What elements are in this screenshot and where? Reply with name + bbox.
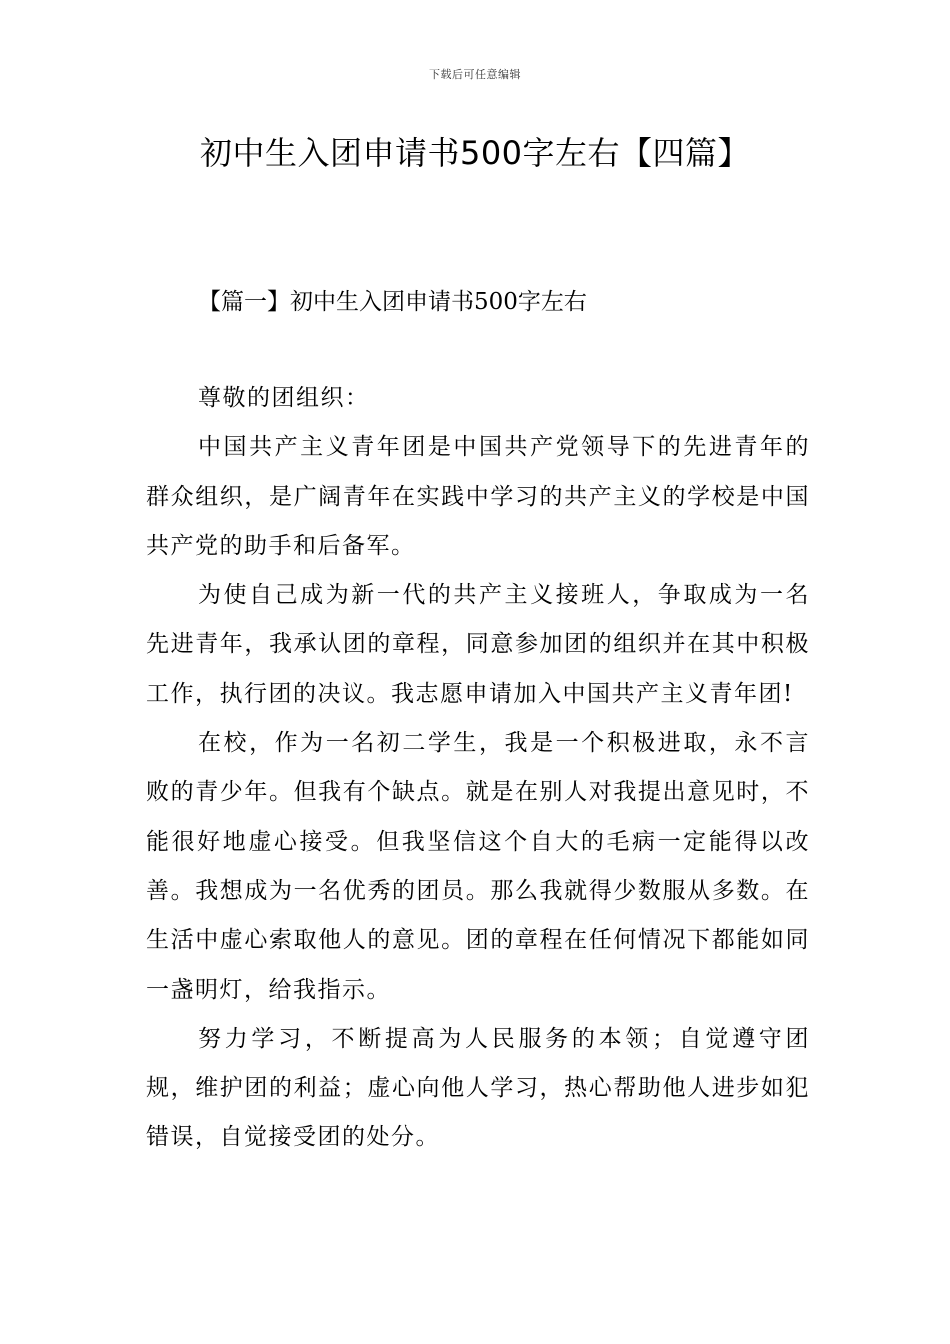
paragraph: 中国共产主义青年团是中国共产党领导下的先进青年的群众组织，是广阔青年在实践中学习的共产主义的学校是中国共产党的助手和后备军。 xyxy=(146,434,810,559)
paragraph: 为使自己成为新一代的共产主义接班人，争取成为一名先进青年，我承认团的章程，同意参加团的组织并在其中积极工作，执行团的决议。我志愿申请加入中国共产主义青年团! xyxy=(146,582,810,707)
paragraph: 努力学习，不断提高为人民服务的本领；自觉遵守团规，维护团的利益；虚心向他人学习，热心帮助他人进步如犯错误，自觉接受团的处分。 xyxy=(146,1025,810,1151)
letter-body xyxy=(146,374,810,1163)
section-heading: 【篇一】初中生入团申请书500字左右 xyxy=(198,289,587,315)
document-title: 初中生入团申请书500字左右【四篇】 xyxy=(199,134,751,172)
salutation: 尊敬的团组织： xyxy=(198,385,370,411)
header-note: 下载后可任意编辑 xyxy=(429,68,521,81)
paragraph: 在校，作为一名初二学生，我是一个积极进取，永不言败的青少年。但我有个缺点。就是在别人对我提出意见时，不能很好地虚心接受。但我坚信这个自大的毛病一定能得以改善。我想成为一名优秀的团员。那么我就得少数服从多数。在生活中虚心索取他人的意见。团的章程在任何情况下都能如同一盏明灯，给我指示。 xyxy=(146,730,810,1003)
